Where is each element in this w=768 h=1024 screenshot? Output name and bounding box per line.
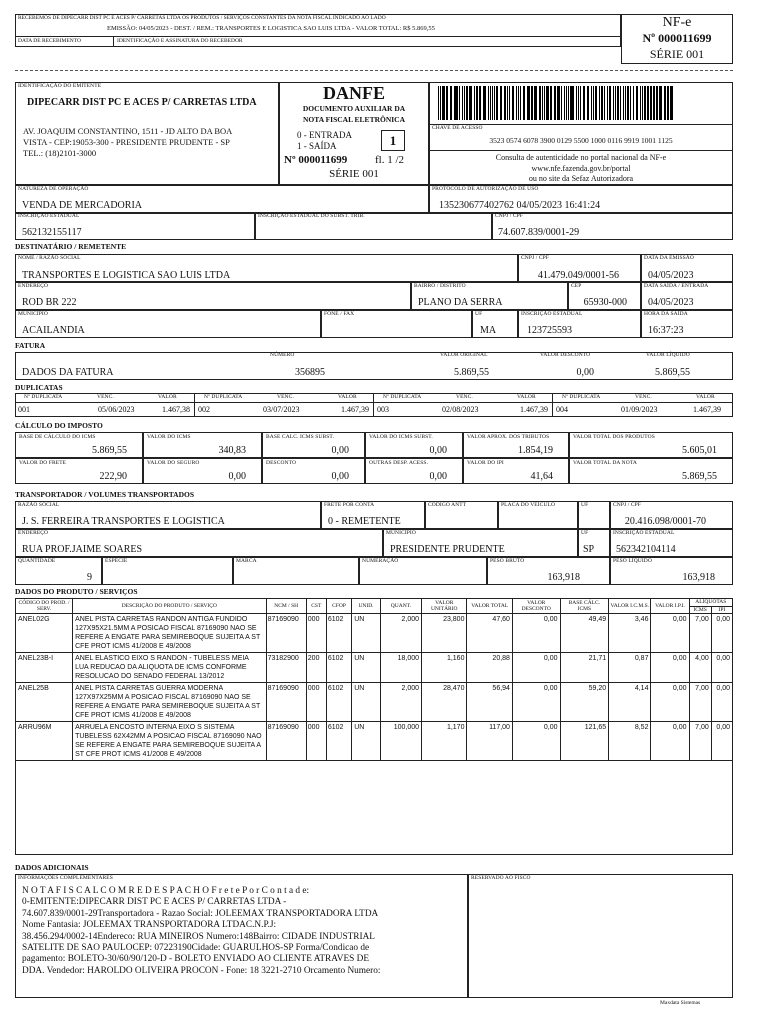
- duplicata-venc-label: VENC.: [635, 394, 652, 400]
- cell-vipi: 0,00: [651, 683, 689, 722]
- cell-ncm: 73182900: [266, 653, 306, 683]
- cell-cst: 000: [306, 683, 326, 722]
- fisco-box: [468, 874, 733, 998]
- dest-cep-label: CEP: [571, 283, 582, 289]
- receipt-serie: SÉRIE 001: [649, 47, 705, 61]
- dest-name: TRANSPORTES E LOGISTICA SAO LUIS LTDA: [22, 270, 231, 281]
- dest-saida-label: DATA SAÍDA / ENTRADA: [644, 283, 709, 289]
- dest-ie-label: INSCRIÇÃO ESTADUAL: [521, 311, 583, 317]
- duplicata-num: 001: [18, 405, 30, 414]
- duplicata-num: 002: [198, 405, 210, 414]
- cell-total: 56,94: [467, 683, 512, 722]
- adicionais-section: DADOS ADICIONAIS: [15, 863, 89, 872]
- receipt-summary: EMISSÃO: 04/05/2023 - DEST. / REM.: TRANSPORTES E LOGISTICA SAO LUIS LTDA - VALOR TOTAL: R$ 5.869,55: [107, 25, 435, 32]
- emitente-address1: AV. JOAQUIM CONSTANTINO, 1511 - JD ALTO DA BOA: [23, 126, 233, 136]
- chave-label: CHAVE DE ACESSO: [432, 125, 483, 131]
- receipt-nfe: NF-e: [662, 15, 692, 30]
- cell-descricao: ANEL PISTA CARRETAS GUERRA MODERNA 127X97X25MM A POSICAO FISCAL 87169090 NAO SE REFERE A ENGATE PARA SEMIREBOQUE SUJEITA A ST CFE PROT ICMS 41/2008 E 49/2008: [73, 683, 267, 722]
- emitente-label: IDENTIFICAÇÃO DO EMITENTE: [18, 83, 102, 89]
- imposto-cell: [262, 458, 365, 484]
- fisco-label: RESERVADO AO FISCO: [471, 875, 531, 881]
- transp-antt-label: CÓDIGO ANTT: [428, 502, 467, 508]
- transp-razao: J. S. FERREIRA TRANSPORTES E LOGISTICA: [22, 516, 225, 527]
- col-descricao: DESCRIÇÃO DO PRODUTO / SERVIÇO: [73, 599, 267, 614]
- duplicata-valor-label: VALOR: [517, 394, 536, 400]
- info-line: SATELITE DE SAO PAULOCEP: 07223190Cidade: GUARULHOS-SP Forma/Condicao de: [22, 943, 370, 954]
- dest-cnpj-label: CNPJ / CPF: [521, 255, 549, 261]
- dest-hora-label: HORA DA SAÍDA: [644, 311, 688, 317]
- duplicata-venc-label: VENC.: [277, 394, 294, 400]
- cell-total: 47,60: [467, 614, 512, 653]
- dest-saida: 04/05/2023: [648, 297, 694, 308]
- danfe-number: Nº 000011699: [284, 154, 348, 166]
- cell-base: 59,20: [560, 683, 609, 722]
- imposto-value: 41,64: [530, 471, 553, 482]
- duplicata-num: 004: [556, 405, 568, 414]
- imposto-cell: [569, 432, 733, 458]
- dest-municipio-label: MUNICÍPIO: [18, 311, 48, 317]
- cell-unit: 1,170: [422, 722, 467, 761]
- col-total: VALOR TOTAL: [467, 599, 512, 614]
- info-line: N O T A F I S C A L C O M R E D E S P A C H O F r e t e P o r C o n t a d e:: [22, 886, 310, 896]
- imposto-cell: [365, 458, 463, 484]
- imposto-label: VALOR TOTAL DA NOTA: [573, 460, 637, 466]
- info-line: 74.607.839/0001-29Transportadora - Razao Social: JOLEEMAX TRANSPORTADORA LTDA: [22, 908, 379, 919]
- transp-frete-label: FRETE POR CONTA: [324, 502, 375, 508]
- cell-cst: 000: [306, 614, 326, 653]
- cell-vipi: 0,00: [651, 614, 689, 653]
- protocolo-value: 135230677402762 04/05/2023 16:41:24: [439, 200, 601, 211]
- transp-qtd: 9: [87, 572, 92, 583]
- col-cfop: CFOP: [326, 599, 351, 614]
- danfe-entrada: 0 - ENTRADA: [297, 130, 352, 140]
- dest-emissao: 04/05/2023: [648, 270, 694, 281]
- dest-bairro: PLANO DA SERRA: [418, 297, 503, 308]
- duplicata-item-2: [195, 393, 374, 417]
- imposto-cell: [262, 432, 365, 458]
- col-aliquotas: ALÍQUOTAS: [689, 599, 732, 607]
- duplicata-venc: 01/09/2023: [621, 405, 658, 414]
- dest-municipio: ACAILANDIA: [22, 325, 85, 336]
- cell-vipi: 0,00: [651, 653, 689, 683]
- imposto-value: 0,00: [331, 445, 349, 456]
- cell-codigo: ANEL02G: [16, 614, 73, 653]
- protocolo-label: PROTOCOLO DE AUTORIZAÇÃO DE USO: [432, 186, 539, 192]
- transp-liquido: 163,918: [682, 572, 715, 583]
- duplicata-valor-label: VALOR: [338, 394, 357, 400]
- danfe-folha: fl. 1 /2: [375, 154, 405, 166]
- fatura-numero-label: NÚMERO: [270, 352, 295, 358]
- danfe-subtitle1: DOCUMENTO AUXILIAR DA: [302, 104, 406, 113]
- col-ncm: NCM / SH: [266, 599, 306, 614]
- duplicata-valor: 1.467,38: [162, 405, 190, 414]
- imposto-cell: [463, 458, 569, 484]
- cell-cst: 000: [306, 722, 326, 761]
- cell-cfop: 6102: [326, 653, 351, 683]
- danfe-subtitle2: NOTA FISCAL ELETRÔNICA: [303, 115, 405, 124]
- danfe-title: DANFE: [323, 83, 385, 103]
- transp-ie-label: INSCRIÇÃO ESTADUAL: [613, 530, 675, 536]
- cnpj-label: CNPJ / CPF: [495, 213, 523, 219]
- imposto-value: 0,00: [429, 471, 447, 482]
- duplicata-venc: 03/07/2023: [263, 405, 300, 414]
- cell-ncm: 87169090: [266, 722, 306, 761]
- transp-marca-label: MARCA: [236, 558, 257, 564]
- cell-aipi: 0,00: [711, 653, 732, 683]
- cell-cfop: 6102: [326, 722, 351, 761]
- info-line: 38.456.294/0002-14Endereco: RUA MINEIROS Numero:148Bairro: CIDADE INDUSTRIAL: [22, 931, 375, 942]
- info-text: [22, 886, 381, 977]
- table-row: [16, 683, 733, 722]
- transp-liquido-label: PESO LÍQUIDO: [613, 558, 652, 564]
- cell-vicms: 8,52: [609, 722, 651, 761]
- transp-qtd-label: QUANTIDADE: [18, 558, 56, 564]
- dest-cep: 65930-000: [583, 297, 627, 308]
- duplicata-item-3: [374, 393, 553, 417]
- dest-ie: 123725593: [527, 325, 572, 336]
- cell-codigo: ARRU96M: [16, 722, 73, 761]
- cell-base: 21,71: [560, 653, 609, 683]
- imposto-label: OUTRAS DESP. ACESS.: [369, 460, 429, 466]
- cell-quant: 2,000: [380, 614, 421, 653]
- duplicata-valor: 1.467,39: [693, 405, 721, 414]
- transp-bruto-label: PESO BRUTO: [490, 558, 525, 564]
- cell-codigo: ANEL25B: [16, 683, 73, 722]
- destinatario-section: DESTINATÁRIO / REMETENTE: [15, 242, 127, 251]
- duplicata-num-label: Nº DUPLICATA: [562, 394, 601, 400]
- col-aicms: ICMS: [689, 606, 711, 614]
- dest-bairro-label: BAIRRO / DISTRITO: [414, 283, 466, 289]
- fatura-original-label: VALOR ORIGINAL: [440, 352, 488, 358]
- imposto-value: 222,90: [99, 471, 127, 482]
- transportador-section: TRANSPORTADOR / VOLUMES TRANSPORTADOS: [15, 490, 195, 499]
- cell-unid: UN: [352, 722, 381, 761]
- cell-cfop: 6102: [326, 614, 351, 653]
- duplicata-venc-label: VENC.: [456, 394, 473, 400]
- imposto-label: VALOR DO ICMS SUBST.: [369, 434, 433, 440]
- imposto-cell: [15, 432, 143, 458]
- cell-vicms: 4,14: [609, 683, 651, 722]
- cell-aicms: 7,00: [689, 614, 711, 653]
- imposto-value: 0,00: [228, 471, 246, 482]
- cell-codigo: ANEL23B-I: [16, 653, 73, 683]
- imposto-label: VALOR TOTAL DOS PRODUTOS: [573, 434, 655, 440]
- cell-vicms: 0,87: [609, 653, 651, 683]
- imposto-value: 0,00: [331, 471, 349, 482]
- ie-st-label: INSCRIÇÃO ESTADUAL DO SUBST. TRIB.: [258, 213, 365, 219]
- cell-total: 117,00: [467, 722, 512, 761]
- imposto-cell: [15, 458, 143, 484]
- fatura-dados: DADOS DA FATURA: [22, 367, 114, 378]
- dest-uf-label: UF: [475, 311, 483, 317]
- cell-vicms: 3,46: [609, 614, 651, 653]
- imposto-cell: [143, 432, 262, 458]
- transp-razao-label: RAZÃO SOCIAL: [18, 502, 60, 508]
- col-quant: QUANT.: [380, 599, 421, 614]
- cell-unit: 23,800: [422, 614, 467, 653]
- fatura-liquido-label: VALOR LÍQUIDO: [646, 352, 690, 358]
- col-vipi: VALOR I.P.I.: [651, 599, 689, 614]
- imposto-cell: [365, 432, 463, 458]
- cell-unit: 1,160: [422, 653, 467, 683]
- emitente-name: DIPECARR DIST PC E ACES P/ CARRETAS LTDA: [27, 97, 257, 108]
- table-row: [16, 722, 733, 761]
- duplicata-valor: 1.467,39: [341, 405, 369, 414]
- imposto-value: 340,83: [218, 445, 246, 456]
- cut-line: [15, 70, 733, 71]
- cell-cst: 200: [306, 653, 326, 683]
- col-desconto: VALOR DESCONTO: [512, 599, 560, 614]
- transp-endereco-label: ENDEREÇO: [18, 530, 49, 536]
- natureza-label: NATUREZA DE OPERAÇÃO: [18, 186, 89, 192]
- cell-descricao: ANEL PISTA CARRETAS RANDON ANTIGA FUNDIDO 127X95X21.5MM A POSICAO FISCAL 87169090 NAO SE REFERE A ENGATE PARA SEMIREBOQUE SUJEITA A ST CFE PROT ICMS 41/2008 E 49/2008: [73, 614, 267, 653]
- cell-descricao: ANEL ELASTICO EIXO S RANDON - TUBELESS MEIA LUA REDUCAO DA ALIQUOTA DE ICMS CONFORME RESOLUCAO DO SENADO FEDERAL 13/2012: [73, 653, 267, 683]
- imposto-cell: [569, 458, 733, 484]
- consulta-line1: Consulta de autenticidade no portal nacional da NF-e: [495, 153, 667, 162]
- imposto-label: VALOR DO IPI: [467, 460, 504, 466]
- transp-especie-label: ESPÉCIE: [105, 558, 128, 564]
- consulta-line3: ou no site da Sefaz Autorizadora: [528, 174, 634, 183]
- info-line: pagamento: BOLETO-30/60/90/120-D - BOLETO ENVIADO AO CLIENTE ATRAVES DE: [22, 954, 370, 965]
- cell-ncm: 87169090: [266, 614, 306, 653]
- natureza-value: VENDA DE MERCADORIA: [22, 200, 142, 211]
- transp-cnpj-label: CNPJ / CPF: [613, 502, 641, 508]
- transp-frete: 0 - REMETENTE: [328, 516, 401, 527]
- imposto-label: VALOR APROX. DOS TRIBUTOS: [467, 434, 550, 440]
- transp-ie: 562342104114: [616, 544, 676, 555]
- receipt-text: RECEBEMOS DE DIPECARR DIST PC E ACES P/ CARRETAS LTDA OS PRODUTOS / SERVIÇOS CONSTANTES DA NOTA FISCAL INDICADO AO LADO: [18, 15, 386, 21]
- barcode: [438, 86, 726, 120]
- dest-emissao-label: DATA DA EMISSÃO: [644, 255, 694, 261]
- transp-municipio: PRESIDENTE PRUDENTE: [390, 544, 505, 555]
- ie-value: 562132155117: [22, 227, 82, 238]
- duplicata-num-label: Nº DUPLICATA: [383, 394, 422, 400]
- cell-aipi: 0,00: [711, 614, 732, 653]
- imposto-label: BASE DE CÁLCULO DO ICMS: [19, 434, 96, 440]
- chave-value: 3523 0574 6078 3900 0129 5500 1000 0116 9919 1001 1125: [489, 136, 673, 145]
- ie-label: INSCRIÇÃO ESTADUAL: [18, 213, 80, 219]
- imposto-label: VALOR DO FRETE: [19, 460, 67, 466]
- emitente-phone: TEL.: (18)2101-3000: [23, 148, 97, 158]
- col-aipi: IPI: [711, 606, 732, 614]
- transp-bruto: 163,918: [547, 572, 580, 583]
- transp-uf2: SP: [583, 544, 595, 555]
- duplicata-num: 003: [377, 405, 389, 414]
- fatura-section: FATURA: [15, 341, 46, 350]
- imposto-label: VALOR DO ICMS: [147, 434, 191, 440]
- imposto-value: 5.869,55: [682, 471, 717, 482]
- table-row: [16, 614, 733, 653]
- imposto-cell: [143, 458, 262, 484]
- imposto-label: VALOR DO SEGURO: [147, 460, 200, 466]
- transp-numeracao-label: NUMERAÇÃO: [362, 558, 399, 564]
- cell-unit: 28,470: [422, 683, 467, 722]
- dest-fone-label: FONE / FAX: [324, 311, 355, 317]
- imposto-label: DESCONTO: [266, 460, 297, 466]
- receipt-number: Nº 000011699: [642, 31, 712, 45]
- col-cst: CST: [306, 599, 326, 614]
- col-codigo: CÓDIGO DO PROD. / SERV.: [16, 599, 73, 614]
- cell-desconto: 0,00: [512, 653, 560, 683]
- receipt-date-label: DATA DE RECEBIMENTO: [18, 38, 82, 44]
- duplicata-item-1: [15, 393, 195, 417]
- table-row: [16, 653, 733, 683]
- cell-total: 20,88: [467, 653, 512, 683]
- transp-endereco: RUA PROF.JAIME SOARES: [22, 544, 143, 555]
- imposto-section: CÁLCULO DO IMPOSTO: [15, 421, 103, 430]
- dest-endereco: ROD BR 222: [22, 297, 77, 308]
- dest-endereco-label: ENDEREÇO: [18, 283, 49, 289]
- consulta-line2: www.nfe.fazenda.gov.br/portal: [531, 164, 631, 173]
- cell-base: 121,65: [560, 722, 609, 761]
- cell-aipi: 0,00: [711, 722, 732, 761]
- dest-cnpj: 41.479.049/0001-56: [537, 270, 619, 281]
- imposto-value: 5.869,55: [92, 445, 127, 456]
- info-line: DDA. Vendedor: HAROLDO OLIVEIRA PROCON - Fone: 18 3221-2710 Orcamento Numero:: [22, 965, 381, 976]
- imposto-cell: [463, 432, 569, 458]
- transp-municipio-label: MUNICÍPIO: [386, 530, 416, 536]
- duplicata-num-label: Nº DUPLICATA: [204, 394, 243, 400]
- cell-cfop: 6102: [326, 683, 351, 722]
- col-unit: VALOR UNITÁRIO: [422, 599, 467, 614]
- products-table-fill: [15, 761, 733, 855]
- transp-uf1-label: UF: [581, 502, 589, 508]
- transp-cnpj: 20.416.098/0001-70: [624, 516, 706, 527]
- col-base: BASE CÁLC. ICMS: [560, 599, 609, 614]
- info-line: 0-EMITENTE:DIPECARR DIST PC E ACES P/ CARRETAS LTDA -: [22, 897, 287, 908]
- emitente-address2: VISTA - CEP:19053-300 - PRESIDENTE PRUDENTE - SP: [23, 137, 230, 147]
- col-vicms: VALOR I.C.M.S.: [609, 599, 651, 614]
- duplicata-venc: 05/06/2023: [98, 405, 135, 414]
- cell-descricao: ARRUELA ENCOSTO INTERNA EIXO S SISTEMA TUBELESS 62X42MM A POSICAO FISCAL 87169090 NAO SE REFERE A ENGATE PARA SEMIREBOQUE SUJEITA A ST CFE PROT ICMS 41/2008 E 49/2008: [73, 722, 267, 761]
- products-table: [15, 598, 733, 761]
- duplicata-valor-label: VALOR: [158, 394, 177, 400]
- info-label: INFORMAÇÕES COMPLEMENTARES: [18, 875, 113, 881]
- cell-unid: UN: [352, 683, 381, 722]
- duplicata-num-label: Nº DUPLICATA: [24, 394, 63, 400]
- cell-desconto: 0,00: [512, 614, 560, 653]
- cell-base: 49,49: [560, 614, 609, 653]
- cell-ncm: 87169090: [266, 683, 306, 722]
- transp-placa-label: PLACA DO VEÍCULO: [501, 502, 556, 508]
- fatura-desconto: 0,00: [576, 367, 594, 378]
- duplicata-item-4: [553, 393, 733, 417]
- fatura-numero: 356895: [295, 367, 325, 378]
- produtos-section: DADOS DO PRODUTO / SERVIÇOS: [15, 587, 138, 596]
- danfe-tipo-box: 1: [381, 130, 405, 151]
- cell-quant: 100,000: [380, 722, 421, 761]
- dest-name-label: NOME / RAZÃO SOCIAL: [18, 255, 81, 261]
- col-unid: UNID.: [352, 599, 381, 614]
- danfe-serie: SÉRIE 001: [329, 168, 379, 180]
- fatura-desconto-label: VALOR DESCONTO: [540, 352, 591, 358]
- danfe-saida: 1 - SAÍDA: [297, 141, 337, 151]
- cell-desconto: 0,00: [512, 683, 560, 722]
- imposto-value: 5.605,01: [682, 445, 717, 456]
- footer-credit: Maxdata Sistemas: [660, 1000, 701, 1006]
- cell-aipi: 0,00: [711, 683, 732, 722]
- dest-uf: MA: [480, 325, 497, 336]
- duplicata-valor-label: VALOR: [696, 394, 715, 400]
- imposto-value: 0,00: [429, 445, 447, 456]
- cell-aicms: 7,00: [689, 722, 711, 761]
- transp-uf2-label: UF: [581, 530, 589, 536]
- duplicatas-section: DUPLICATAS: [15, 383, 63, 392]
- cell-quant: 2,000: [380, 683, 421, 722]
- barcode-bar: [673, 86, 675, 120]
- cnpj-value: 74.607.839/0001-29: [498, 227, 580, 238]
- cell-desconto: 0,00: [512, 722, 560, 761]
- cell-aicms: 4,00: [689, 653, 711, 683]
- duplicata-venc: 02/08/2023: [442, 405, 479, 414]
- info-line: Nome Fantasia: JOLEEMAX TRANSPORTADORA LTDAC.N.P.J:: [22, 920, 277, 931]
- cell-quant: 18,000: [380, 653, 421, 683]
- cell-unid: UN: [352, 614, 381, 653]
- fatura-original: 5.869,55: [454, 367, 489, 378]
- cell-vipi: 0,00: [651, 722, 689, 761]
- imposto-label: BASE CALC. ICMS SUBST.: [266, 434, 334, 440]
- receipt-signature-label: IDENTIFICAÇÃO E ASSINATURA DO RECEBEDOR: [117, 38, 243, 44]
- fatura-liquido: 5.869,55: [655, 367, 690, 378]
- cell-unid: UN: [352, 653, 381, 683]
- imposto-value: 1.854,19: [518, 445, 553, 456]
- cell-aicms: 7,00: [689, 683, 711, 722]
- duplicata-venc-label: VENC.: [97, 394, 114, 400]
- duplicata-valor: 1.467,39: [520, 405, 548, 414]
- dest-hora: 16:37:23: [648, 325, 684, 336]
